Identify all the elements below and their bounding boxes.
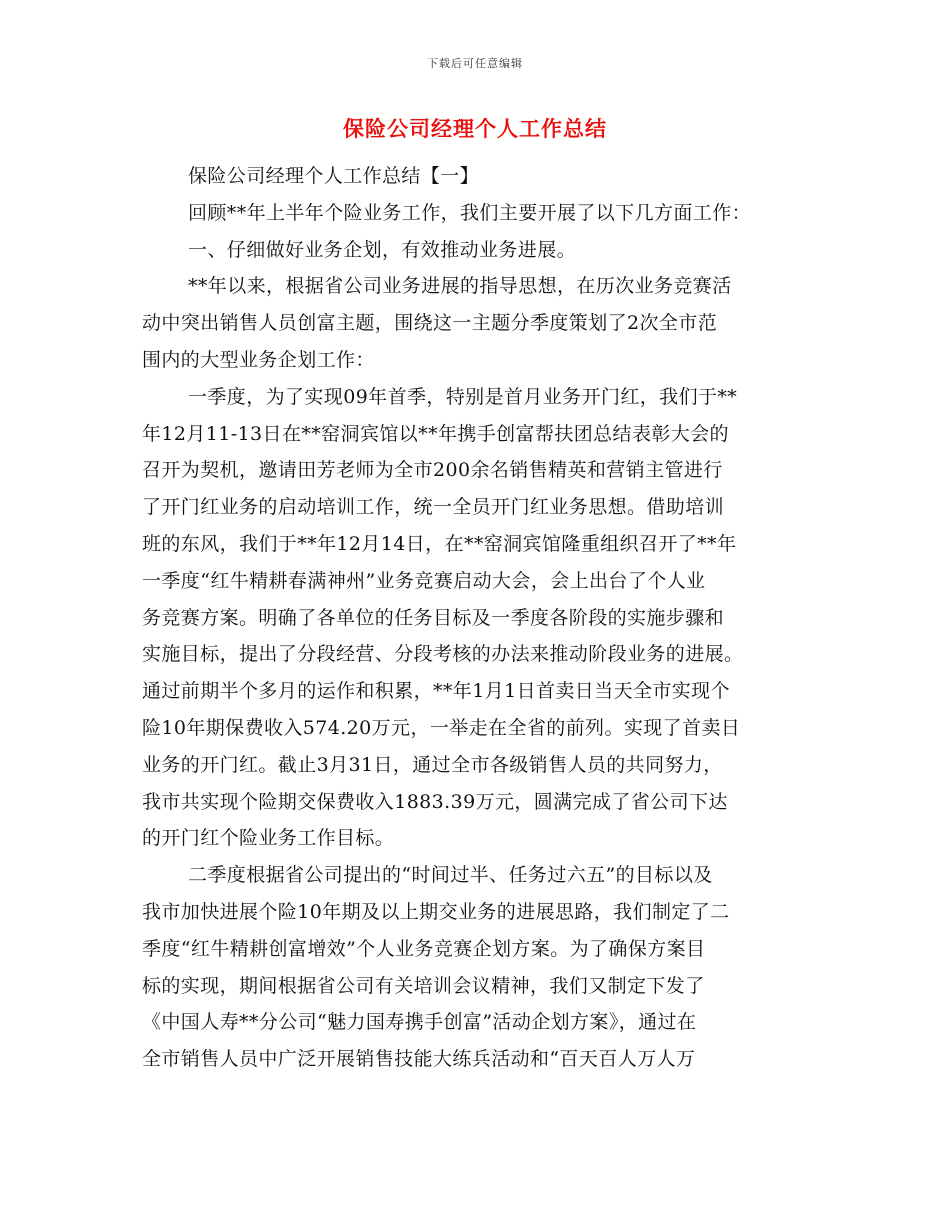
body-line: **年以来，根据省公司业务进展的指导思想，在历次业务竞赛活 bbox=[188, 275, 732, 298]
body-line: 的开门红个险业务工作目标。 bbox=[142, 827, 395, 850]
body-line: 我市加快进展个险10年期及以上期交业务的进展思路，我们制定了二 bbox=[142, 900, 730, 923]
body-line: 年12月11-13日在**窑洞宾馆以**年携手创富帮扶团总结表彰大会的 bbox=[142, 422, 729, 445]
body-line: 业务的开门红。截止3月31日，通过全市各级销售人员的共同努力， bbox=[142, 753, 723, 776]
body-line: 一季度“红牛精耕春满神州”业务竞赛启动大会，会上出台了个人业 bbox=[142, 569, 706, 592]
body-line: 回顾**年上半年个险业务工作，我们主要开展了以下几方面工作： bbox=[188, 201, 752, 224]
body-line: 我市共实现个险期交保费收入1883.39万元，圆满完成了省公司下达 bbox=[142, 790, 728, 813]
body-line: 务竞赛方案。明确了各单位的任务目标及一季度各阶段的实施步骤和 bbox=[142, 606, 725, 629]
body-line: 季度“红牛精耕创富增效”个人业务竞赛企划方案。为了确保方案目 bbox=[142, 937, 706, 960]
body-line: 二季度根据省公司提出的“时间过半、任务过六五”的目标以及 bbox=[188, 864, 713, 887]
document-body bbox=[142, 158, 810, 1078]
body-line: 围内的大型业务企划工作： bbox=[142, 348, 375, 371]
body-line: 标的实现，期间根据省公司有关培训会议精神，我们又制定下发了 bbox=[142, 974, 705, 997]
body-line: 全市销售人员中广泛开展销售技能大练兵活动和“百天百人万人万 bbox=[142, 1048, 696, 1071]
body-line: 《中国人寿**分公司“魅力国寿携手创富”活动企划方案》，通过在 bbox=[142, 1011, 697, 1034]
body-line: 通过前期半个多月的运作和积累，**年1月1日首卖日当天全市实现个 bbox=[142, 680, 730, 703]
document-title: 保险公司经理个人工作总结 bbox=[343, 117, 607, 141]
page-header-note: 下载后可任意编辑 bbox=[427, 57, 523, 70]
body-line: 保险公司经理个人工作总结【一】 bbox=[188, 165, 480, 187]
body-line: 召开为契机，邀请田芳老师为全市200余名销售精英和营销主管进行 bbox=[142, 459, 723, 482]
body-line: 一、仔细做好业务企划，有效推动业务进展。 bbox=[188, 238, 577, 261]
body-line: 班的东风，我们于**年12月14日，在**窑洞宾馆隆重组织召开了**年 bbox=[142, 532, 737, 555]
body-line: 了开门红业务的启动培训工作，统一全员开门红业务思想。借助培训 bbox=[142, 496, 725, 519]
body-line: 动中突出销售人员创富主题，围绕这一主题分季度策划了2次全市范 bbox=[142, 312, 718, 335]
body-line: 一季度，为了实现09年首季，特别是首月业务开门红，我们于** bbox=[188, 385, 738, 408]
body-line: 实施目标，提出了分段经营、分段考核的办法来推动阶段业务的进展。 bbox=[142, 643, 744, 666]
body-line: 险10年期保费收入574.20万元，一举走在全省的前列。实现了首卖日 bbox=[142, 716, 741, 739]
